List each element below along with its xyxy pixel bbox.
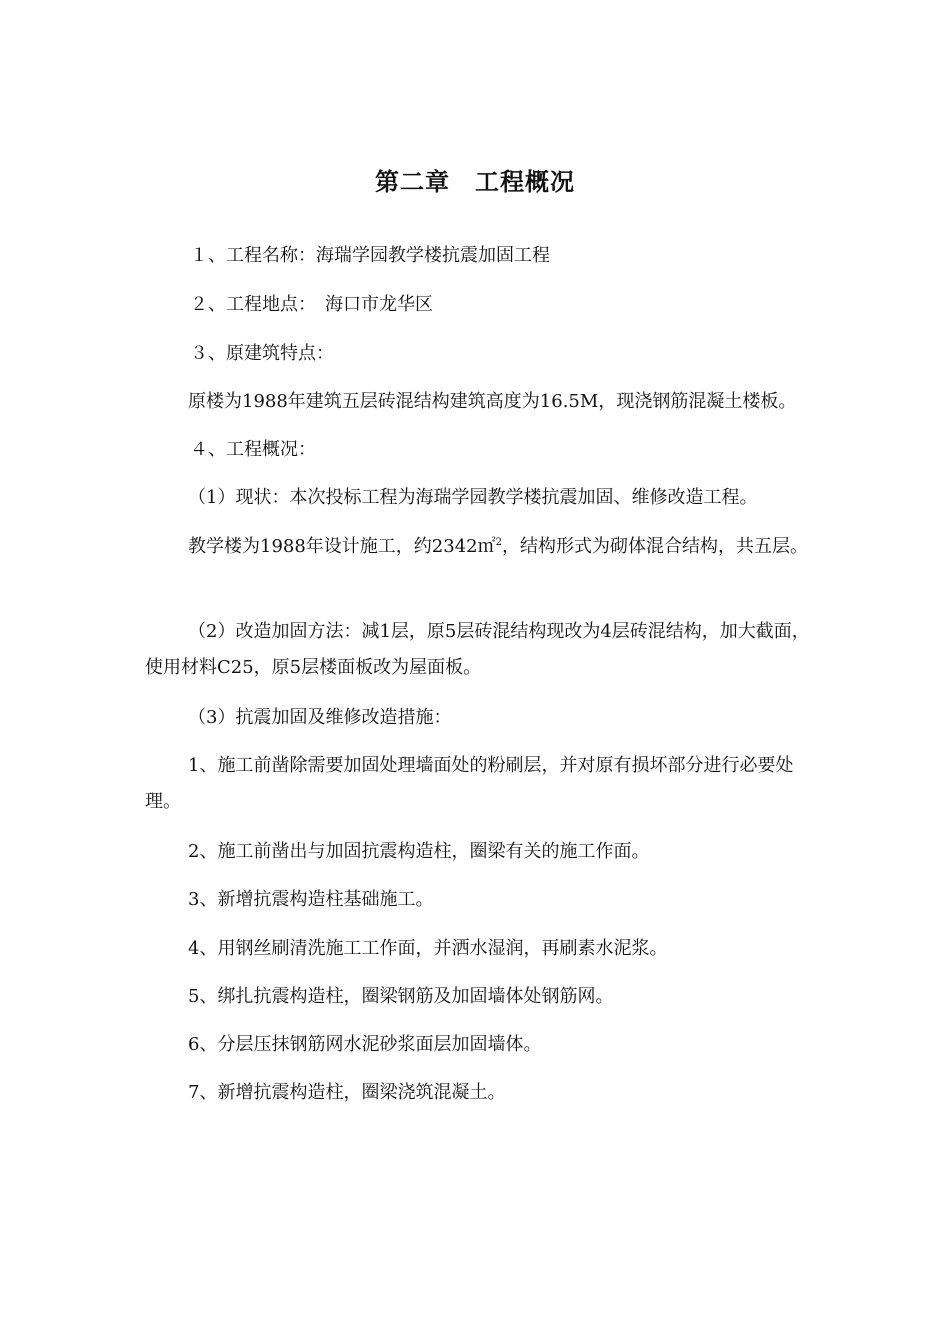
building-description-part-b: ，结构形式为砌体混合结构，共五层。	[502, 536, 808, 557]
area-superscript: 2	[495, 537, 502, 548]
features-text: 原楼为1988年建筑五层砖混结构建筑高度为16.5M，现浇钢筋混凝土楼板。	[188, 391, 797, 412]
step-item: 4、用钢丝刷清洗施工工作面，并洒水湿润，再刷素水泥浆。	[188, 938, 668, 959]
reinforcement-method: （2）改造加固方法：减1层，原5层砖混结构现改为4层砖混结构，加大截面，使用材料C25，原5层楼面板改为屋面板。	[145, 621, 810, 678]
measures-heading: （3）抗震加固及维修改造措施：	[188, 707, 452, 728]
step-item: 3、新增抗震构造柱基础施工。	[188, 889, 434, 910]
chapter-title: 第二章 工程概况	[375, 168, 575, 196]
step-item: 1、施工前凿除需要加固处理墙面处的粉刷层，并对原有损坏部分进行必要处理。	[145, 755, 794, 812]
step-item: 6、分层压抹钢筋网水泥砂浆面层加固墙体。	[188, 1034, 542, 1055]
features-heading: ３、原建筑特点：	[190, 343, 334, 364]
step-item: 2、施工前凿出与加固抗震构造柱，圈梁有关的施工作面。	[188, 841, 650, 862]
overview-heading: ４、工程概况：	[190, 439, 316, 460]
project-name-line: １、工程名称：海瑞学园教学楼抗震加固工程	[190, 245, 550, 266]
building-description-part-a: 教学楼为1988年设计施工，约2342㎡	[188, 536, 496, 557]
status-line: （1）现状：本次投标工程为海瑞学园教学楼抗震加固、维修改造工程。	[188, 487, 758, 508]
step-item: 5、绑扎抗震构造柱，圈梁钢筋及加固墙体处钢筋网。	[188, 986, 614, 1007]
step-item: 7、新增抗震构造柱，圈梁浇筑混凝土。	[188, 1082, 506, 1103]
building-description	[145, 529, 810, 565]
project-location-line: ２、工程地点： 海口市龙华区	[190, 294, 433, 315]
